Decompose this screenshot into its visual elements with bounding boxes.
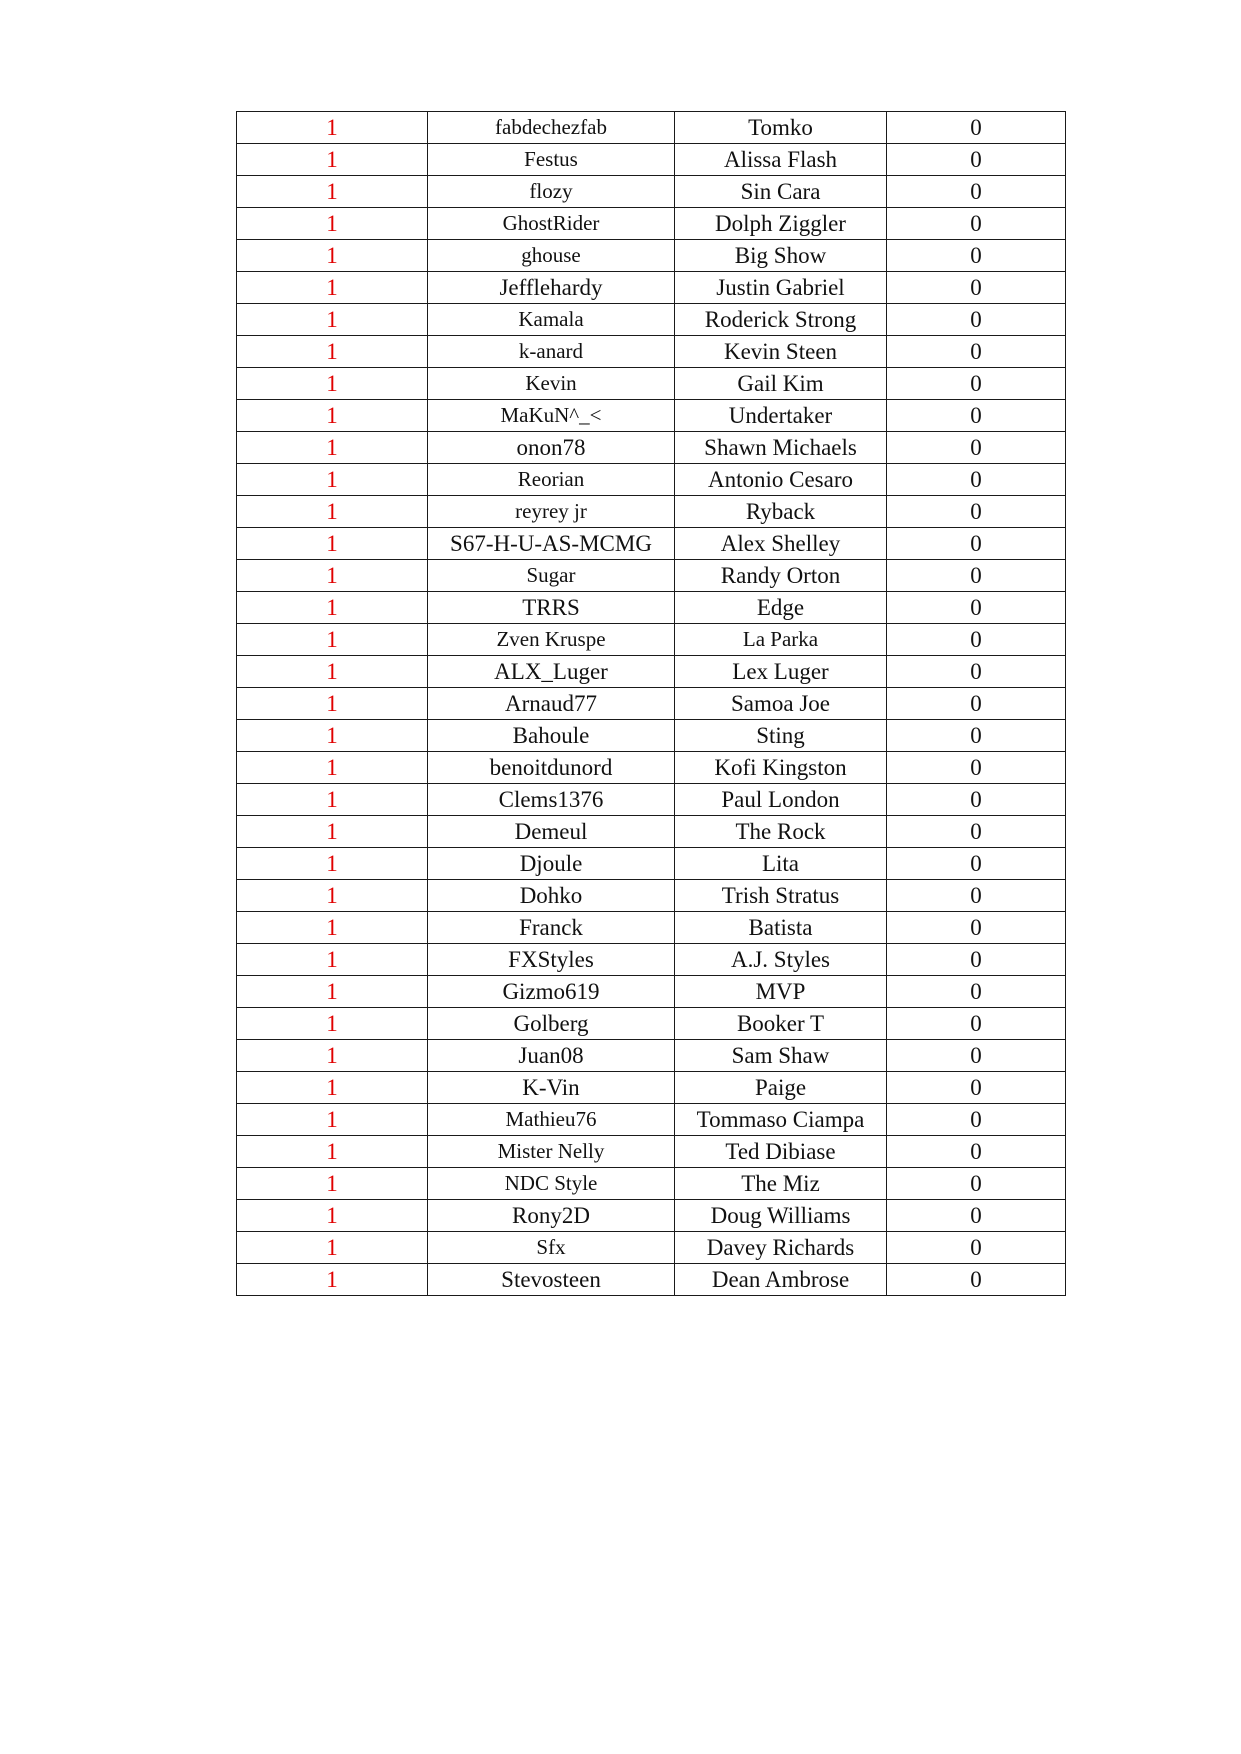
rank-cell: 1	[237, 944, 428, 976]
score-cell: 0	[887, 1200, 1066, 1232]
table-row	[237, 912, 1066, 944]
rank-cell: 1	[237, 368, 428, 400]
wrestler-cell: MVP	[675, 976, 887, 1008]
table-row	[237, 688, 1066, 720]
player-cell: Dohko	[428, 880, 675, 912]
wrestler-cell: Lita	[675, 848, 887, 880]
rank-cell: 1	[237, 752, 428, 784]
score-cell: 0	[887, 496, 1066, 528]
wrestler-cell: Antonio Cesaro	[675, 464, 887, 496]
wrestler-cell: The Rock	[675, 816, 887, 848]
rank-cell: 1	[237, 1008, 428, 1040]
rank-cell: 1	[237, 176, 428, 208]
wrestler-cell: Sting	[675, 720, 887, 752]
player-cell: Djoule	[428, 848, 675, 880]
rank-cell: 1	[237, 432, 428, 464]
table-row	[237, 720, 1066, 752]
wrestler-cell: La Parka	[675, 624, 887, 656]
wrestler-cell: Dean Ambrose	[675, 1264, 887, 1296]
wrestler-cell: Paige	[675, 1072, 887, 1104]
player-cell: Mister Nelly	[428, 1136, 675, 1168]
table-row	[237, 752, 1066, 784]
player-cell: Rony2D	[428, 1200, 675, 1232]
table-row	[237, 1136, 1066, 1168]
rank-cell: 1	[237, 336, 428, 368]
table-row	[237, 1104, 1066, 1136]
score-cell: 0	[887, 144, 1066, 176]
table-row	[237, 176, 1066, 208]
wrestler-cell: Tommaso Ciampa	[675, 1104, 887, 1136]
score-cell: 0	[887, 912, 1066, 944]
wrestler-cell: Davey Richards	[675, 1232, 887, 1264]
score-cell: 0	[887, 1136, 1066, 1168]
wrestler-cell: Gail Kim	[675, 368, 887, 400]
score-cell: 0	[887, 432, 1066, 464]
player-cell: Clems1376	[428, 784, 675, 816]
roster-table	[236, 111, 1066, 1296]
rank-cell: 1	[237, 112, 428, 144]
table-row	[237, 624, 1066, 656]
table-row	[237, 1200, 1066, 1232]
table-row	[237, 1168, 1066, 1200]
player-cell: S67-H-U-AS-MCMG	[428, 528, 675, 560]
player-cell: k-anard	[428, 336, 675, 368]
table-row	[237, 976, 1066, 1008]
wrestler-cell: Big Show	[675, 240, 887, 272]
player-cell: Mathieu76	[428, 1104, 675, 1136]
player-cell: Festus	[428, 144, 675, 176]
score-cell: 0	[887, 240, 1066, 272]
rank-cell: 1	[237, 1104, 428, 1136]
wrestler-cell: Booker T	[675, 1008, 887, 1040]
player-cell: Sfx	[428, 1232, 675, 1264]
player-cell: Zven Kruspe	[428, 624, 675, 656]
rank-cell: 1	[237, 528, 428, 560]
table-row	[237, 1072, 1066, 1104]
wrestler-cell: A.J. Styles	[675, 944, 887, 976]
rank-cell: 1	[237, 816, 428, 848]
score-cell: 0	[887, 848, 1066, 880]
player-cell: Kevin	[428, 368, 675, 400]
table-row	[237, 240, 1066, 272]
rank-cell: 1	[237, 144, 428, 176]
player-cell: Juan08	[428, 1040, 675, 1072]
score-cell: 0	[887, 1264, 1066, 1296]
rank-cell: 1	[237, 656, 428, 688]
wrestler-cell: Tomko	[675, 112, 887, 144]
rank-cell: 1	[237, 1168, 428, 1200]
wrestler-cell: Alex Shelley	[675, 528, 887, 560]
rank-cell: 1	[237, 624, 428, 656]
wrestler-cell: Roderick Strong	[675, 304, 887, 336]
score-cell: 0	[887, 816, 1066, 848]
player-cell: TRRS	[428, 592, 675, 624]
score-cell: 0	[887, 1072, 1066, 1104]
score-cell: 0	[887, 784, 1066, 816]
player-cell: MaKuN^_<	[428, 400, 675, 432]
score-cell: 0	[887, 688, 1066, 720]
table-row	[237, 304, 1066, 336]
player-cell: ghouse	[428, 240, 675, 272]
table-row	[237, 528, 1066, 560]
player-cell: FXStyles	[428, 944, 675, 976]
rank-cell: 1	[237, 976, 428, 1008]
table-row	[237, 1040, 1066, 1072]
table-row	[237, 944, 1066, 976]
player-cell: Gizmo619	[428, 976, 675, 1008]
wrestler-cell: Justin Gabriel	[675, 272, 887, 304]
rank-cell: 1	[237, 208, 428, 240]
player-cell: NDC Style	[428, 1168, 675, 1200]
rank-cell: 1	[237, 1040, 428, 1072]
rank-cell: 1	[237, 496, 428, 528]
player-cell: Stevosteen	[428, 1264, 675, 1296]
wrestler-cell: Trish Stratus	[675, 880, 887, 912]
player-cell: Reorian	[428, 464, 675, 496]
table-row	[237, 272, 1066, 304]
score-cell: 0	[887, 368, 1066, 400]
score-cell: 0	[887, 1168, 1066, 1200]
rank-cell: 1	[237, 272, 428, 304]
wrestler-cell: Dolph Ziggler	[675, 208, 887, 240]
player-cell: reyrey jr	[428, 496, 675, 528]
wrestler-cell: Kofi Kingston	[675, 752, 887, 784]
rank-cell: 1	[237, 784, 428, 816]
table-row	[237, 368, 1066, 400]
rank-cell: 1	[237, 1232, 428, 1264]
score-cell: 0	[887, 624, 1066, 656]
wrestler-cell: Undertaker	[675, 400, 887, 432]
table-row	[237, 848, 1066, 880]
rank-cell: 1	[237, 848, 428, 880]
rank-cell: 1	[237, 1072, 428, 1104]
score-cell: 0	[887, 1008, 1066, 1040]
table-row	[237, 784, 1066, 816]
wrestler-cell: Randy Orton	[675, 560, 887, 592]
wrestler-cell: Shawn Michaels	[675, 432, 887, 464]
player-cell: Kamala	[428, 304, 675, 336]
rank-cell: 1	[237, 1264, 428, 1296]
score-cell: 0	[887, 1040, 1066, 1072]
rank-cell: 1	[237, 1136, 428, 1168]
wrestler-cell: The Miz	[675, 1168, 887, 1200]
rank-cell: 1	[237, 688, 428, 720]
player-cell: K-Vin	[428, 1072, 675, 1104]
score-cell: 0	[887, 528, 1066, 560]
table-row	[237, 432, 1066, 464]
rank-cell: 1	[237, 1200, 428, 1232]
score-cell: 0	[887, 208, 1066, 240]
score-cell: 0	[887, 976, 1066, 1008]
table-row	[237, 592, 1066, 624]
score-cell: 0	[887, 304, 1066, 336]
player-cell: Arnaud77	[428, 688, 675, 720]
score-cell: 0	[887, 560, 1066, 592]
table-row	[237, 336, 1066, 368]
table-row	[237, 816, 1066, 848]
score-cell: 0	[887, 112, 1066, 144]
rank-cell: 1	[237, 240, 428, 272]
wrestler-cell: Batista	[675, 912, 887, 944]
table-row	[237, 144, 1066, 176]
table-row	[237, 400, 1066, 432]
roster-table-body	[237, 112, 1066, 1296]
table-row	[237, 1232, 1066, 1264]
score-cell: 0	[887, 464, 1066, 496]
score-cell: 0	[887, 752, 1066, 784]
rank-cell: 1	[237, 464, 428, 496]
player-cell: Franck	[428, 912, 675, 944]
player-cell: GhostRider	[428, 208, 675, 240]
table-row	[237, 208, 1066, 240]
score-cell: 0	[887, 944, 1066, 976]
table-row	[237, 464, 1066, 496]
rank-cell: 1	[237, 304, 428, 336]
player-cell: ALX_Luger	[428, 656, 675, 688]
wrestler-cell: Sin Cara	[675, 176, 887, 208]
score-cell: 0	[887, 336, 1066, 368]
player-cell: Jefflehardy	[428, 272, 675, 304]
wrestler-cell: Lex Luger	[675, 656, 887, 688]
table-row	[237, 880, 1066, 912]
wrestler-cell: Ryback	[675, 496, 887, 528]
player-cell: onon78	[428, 432, 675, 464]
wrestler-cell: Doug Williams	[675, 1200, 887, 1232]
rank-cell: 1	[237, 560, 428, 592]
player-cell: Sugar	[428, 560, 675, 592]
wrestler-cell: Edge	[675, 592, 887, 624]
rank-cell: 1	[237, 400, 428, 432]
rank-cell: 1	[237, 880, 428, 912]
wrestler-cell: Ted Dibiase	[675, 1136, 887, 1168]
score-cell: 0	[887, 656, 1066, 688]
score-cell: 0	[887, 400, 1066, 432]
rank-cell: 1	[237, 720, 428, 752]
player-cell: Demeul	[428, 816, 675, 848]
table-row	[237, 1264, 1066, 1296]
wrestler-cell: Samoa Joe	[675, 688, 887, 720]
score-cell: 0	[887, 176, 1066, 208]
score-cell: 0	[887, 272, 1066, 304]
score-cell: 0	[887, 720, 1066, 752]
rank-cell: 1	[237, 592, 428, 624]
wrestler-cell: Alissa Flash	[675, 144, 887, 176]
player-cell: Bahoule	[428, 720, 675, 752]
table-row	[237, 112, 1066, 144]
table-row	[237, 656, 1066, 688]
table-row	[237, 560, 1066, 592]
score-cell: 0	[887, 1232, 1066, 1264]
player-cell: benoitdunord	[428, 752, 675, 784]
wrestler-cell: Kevin Steen	[675, 336, 887, 368]
player-cell: Golberg	[428, 1008, 675, 1040]
player-cell: fabdechezfab	[428, 112, 675, 144]
wrestler-cell: Paul London	[675, 784, 887, 816]
player-cell: flozy	[428, 176, 675, 208]
rank-cell: 1	[237, 912, 428, 944]
table-row	[237, 496, 1066, 528]
wrestler-cell: Sam Shaw	[675, 1040, 887, 1072]
score-cell: 0	[887, 880, 1066, 912]
score-cell: 0	[887, 1104, 1066, 1136]
score-cell: 0	[887, 592, 1066, 624]
table-row	[237, 1008, 1066, 1040]
